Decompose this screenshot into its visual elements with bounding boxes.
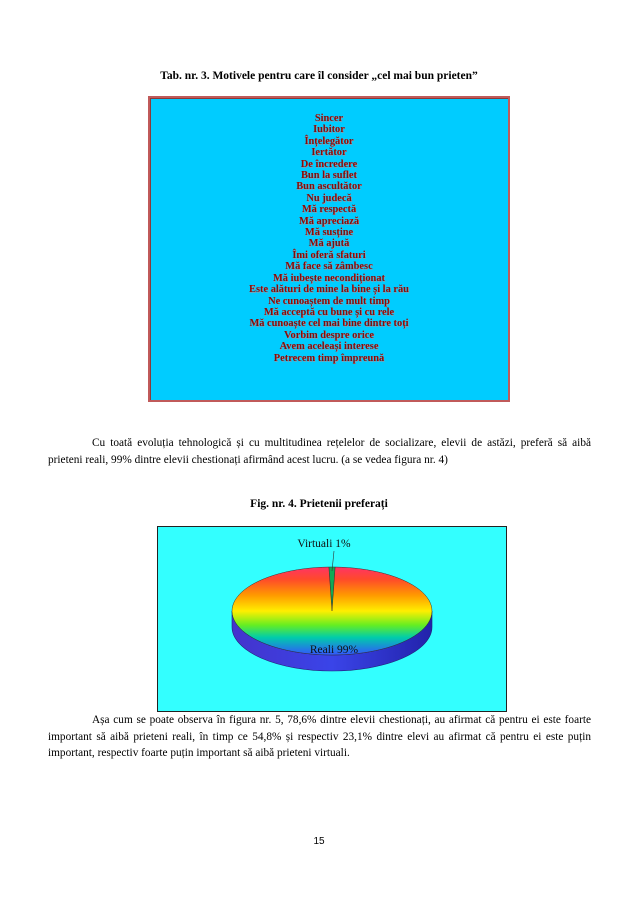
reason-item: Mă acceptă cu bune și cu rele: [263, 306, 395, 318]
reasons-list: [150, 113, 508, 364]
pie-chart: [157, 526, 507, 712]
page-number: 15: [313, 836, 325, 847]
reason-item: Mă susține: [304, 227, 354, 239]
reason-item: Mă cunoaște cel mai bine dintre toți: [249, 318, 409, 330]
reason-item: Petrecem timp împreună: [273, 352, 385, 364]
reason-item: Este alături de mine la bine și la rău: [249, 284, 409, 296]
reason-item: Îmi oferă sfaturi: [292, 249, 366, 261]
reason-item: Bun la suflet: [300, 170, 357, 182]
pie-chart-svg: [158, 527, 506, 711]
reason-item: Înțelegător: [304, 135, 354, 147]
reason-item: Mă iubește necondiționat: [273, 272, 385, 284]
pie-label-virtuali: Virtuali 1%: [297, 538, 351, 550]
reason-item: De încredere: [300, 158, 358, 170]
table-caption: Tab. nr. 3. Motivele pentru care îl consider „cel mai bun prieten”: [160, 70, 478, 82]
reason-item: Sincer: [314, 113, 344, 124]
reason-item: Mă respectă: [301, 204, 357, 216]
reason-item: Nu judecă: [306, 192, 352, 204]
reason-item: Vorbim despre orice: [283, 329, 375, 341]
paragraph-2: Așa cum se poate observa în figura nr. 5, 78,6% dintre elevii chestionați, au afirmat că pentru ei este foarte important să aibă prieteni reali, în timp ce 54,8% și respectiv 23,1% dintre elevi au afirmat că pentru ei este puțin important, respectiv foarte puțin important să aibă prieteni virtuali.: [48, 714, 591, 759]
reasons-table: [148, 96, 510, 402]
reason-item: Iertător: [311, 147, 347, 159]
reason-item: Iubitor: [313, 124, 345, 136]
paragraph-1: Cu toată evoluția tehnologică și cu multitudinea rețelelor de socializare, elevii de astăzi, preferă să aibă prieteni reali, 99% dintre elevii chestionați afirmând acest lucru. (a se vedea figura nr. 4): [48, 437, 591, 466]
figure-caption: Fig. nr. 4. Prietenii preferați: [250, 498, 388, 510]
reason-item: Mă apreciază: [298, 215, 360, 227]
reason-item: Bun ascultător: [296, 181, 362, 193]
reason-item: Avem aceleași interese: [279, 341, 379, 353]
reason-item: Ne cunoaștem de mult timp: [268, 295, 390, 307]
pie-label-reali: Reali 99%: [309, 644, 359, 656]
reason-item: Mă face să zâmbesc: [285, 261, 373, 273]
reason-item: Mă ajută: [308, 238, 350, 250]
